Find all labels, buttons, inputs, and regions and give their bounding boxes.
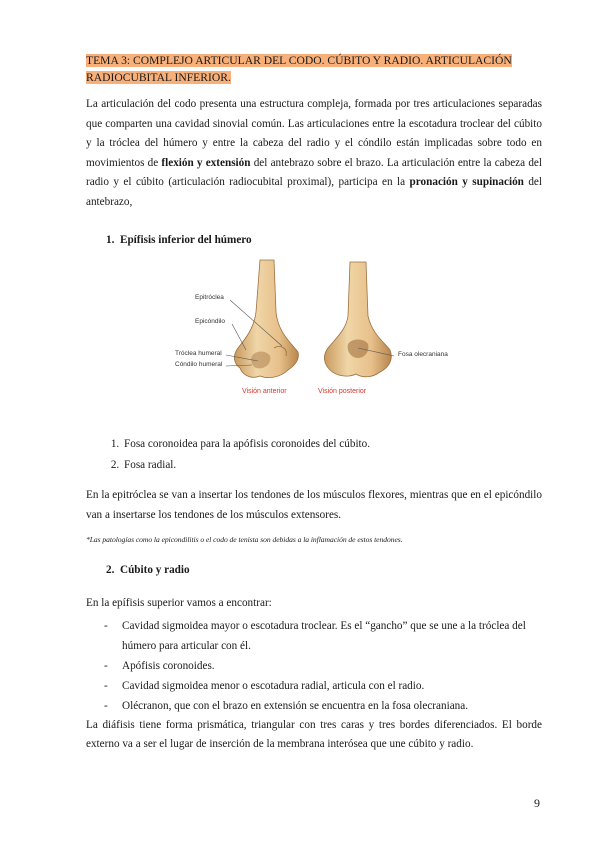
list-item: - Apófisis coronoides. bbox=[86, 656, 542, 676]
caption-vision-posterior: Visión posterior bbox=[318, 388, 367, 395]
label-epicondilo: Epicóndilo bbox=[195, 318, 225, 325]
intro-text-1: La articulación del codo presenta una estructura compleja, formada por tres articulaciones separadas que comparten una cavidad sinovial común. Las articulaciones entre la escotadura troclear del cúbito y la tróclea del húmero y entre la cabeza del radio y el cóndilo están implicadas sobre todo en movimientos de bbox=[86, 98, 542, 169]
humerus-posterior-bone bbox=[324, 262, 391, 377]
section-2-list bbox=[86, 616, 542, 716]
page-content bbox=[86, 52, 542, 755]
intro-bold-flexion: flexión y extensión bbox=[161, 156, 251, 169]
diafisis-paragraph: La diáfisis tiene forma prismática, triangular con tres caras y tres bordes diferenciados. El borde externo va a ser el lugar de inserción de la membrana interósea que une cúbito y radio. bbox=[86, 718, 542, 750]
label-condilo: Cóndilo humeral bbox=[175, 361, 223, 368]
intro-paragraph bbox=[86, 95, 542, 212]
label-troclea: Tróclea humeral bbox=[175, 350, 222, 357]
humerus-anterior-bone bbox=[234, 260, 298, 378]
intro-bold-pronacion: pronación y supinación bbox=[409, 176, 524, 188]
list-item: - Cavidad sigmoidea mayor o escotadura troclear. Es el “gancho” que se une a la tróclea del húmero para articular con él. bbox=[86, 616, 542, 656]
page-title bbox=[86, 52, 542, 86]
humerus-illustration bbox=[86, 252, 542, 412]
section-2-heading bbox=[86, 564, 542, 576]
page-number: 9 bbox=[534, 796, 540, 810]
title-highlight: TEMA 3: COMPLEJO ARTICULAR DEL CODO. CÚBITO Y RADIO. ARTICULACIÓN RADIOCUBITAL INFERIOR. bbox=[86, 54, 512, 84]
section-1-heading bbox=[86, 234, 542, 246]
section-1-list bbox=[86, 434, 542, 476]
intro-text-3: del antebrazo, bbox=[86, 176, 543, 208]
list-item: 1. Fosa coronoidea para la apófisis coronoides del cúbito. bbox=[122, 434, 542, 455]
label-fosa-olecraniana: Fosa olecraniana bbox=[398, 351, 448, 358]
epifisis-intro: En la epífisis superior vamos a encontrar: bbox=[86, 597, 272, 609]
intro-text-2: del antebrazo sobre el brazo. La articulación entre la cabeza del radio y el cúbito (articulación radiocubital proximal), participa en la bbox=[86, 156, 542, 188]
caption-vision-anterior: Visión anterior bbox=[242, 388, 287, 395]
epitroclea-paragraph: En la epitróclea se van a insertar los tendones de los músculos flexores, mientras que en el epicóndilo van a insertarse los tendones de los músculos extensores. bbox=[86, 489, 542, 521]
section-2-title: Cúbito y radio bbox=[119, 564, 190, 576]
label-epitroclea: Epitróclea bbox=[195, 294, 224, 301]
section-1-number: 1. bbox=[106, 234, 115, 246]
pathology-note: *Las patologías como la epicondilitis o el codo de tenista son debidas a la inflamación de estos tendones. bbox=[86, 535, 403, 544]
section-1-title: Epífisis inferior del húmero bbox=[119, 234, 252, 246]
humerus-figure bbox=[86, 252, 542, 412]
list-item: 2. Fosa radial. bbox=[122, 455, 542, 476]
list-item: - Cavidad sigmoidea menor o escotadura radial, articula con el radio. bbox=[86, 676, 542, 696]
list-item: - Olécranon, que con el brazo en extensión se encuentra en la fosa olecraniana. bbox=[86, 696, 542, 716]
section-2-number: 2. bbox=[106, 564, 115, 576]
